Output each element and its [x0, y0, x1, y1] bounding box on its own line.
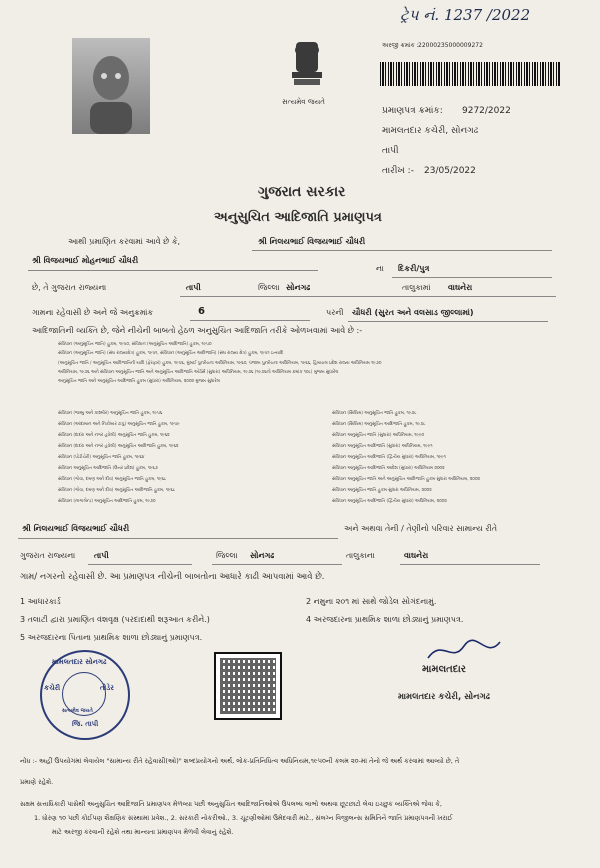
signature	[424, 636, 504, 666]
schedule-line: અનુસૂચિત જાતિ અને અનુસૂચિત આદિજાતિ હુકમ (સુધારા) અધિનિયમ, ૨૦૦૨ મુજબ સુધારેલ	[58, 379, 220, 385]
signatory-title: મામલતદાર	[422, 664, 466, 675]
qr-code	[214, 652, 282, 720]
basis-item-1: 1 આધારકાર્ડ	[20, 597, 61, 606]
village-name: વાઘનેરા	[448, 283, 473, 292]
serial-number: 6	[198, 306, 205, 317]
schedule-right-column	[332, 408, 480, 507]
taluka-label: તાલુકામાં	[402, 283, 431, 292]
emblem-motto: સત્યમેવ જયતે	[282, 98, 325, 106]
district-name: તાપી	[186, 283, 201, 292]
barcode	[380, 62, 560, 86]
family-jilla-line	[212, 564, 342, 565]
applicant-photo-image	[72, 38, 150, 134]
residence-statement: ગામ/ નગરનો રહેવાસી છે. આ પ્રમાણપત્ર નીચેની બાબતોના આધારે કાઢી આપવામાં આવે છે.	[20, 572, 325, 582]
handwritten-reference: ટ્રેપ નં. 1237 /2022	[400, 6, 531, 24]
note-line-4: 1. ધોરણ ૧૦ પછી કોઈપણ શૈક્ષણિક સંસ્થામાં પ્રવેશ., 2. સરકારી નોકરીઓ., 3. ચૂંટણીઓમાં ઉમેદવારી માટે., સંલગ્ન વિજીલન્સ સમિતિને જાતિ પ્રમાણપત્રની ખરાઈ	[34, 814, 453, 822]
note-line-1: નોંધ :- અહીં ઉપયોગમાં લેવાયેલ "સામાન્ય રીતે રહેવાસી(ઓ)" શબ્દપ્રયોગનો અર્થ, લોક-પ્રતિનિધિત્વ અધિનિયમ,૧૯૫૦ની કલમ ૨૦-માં તેનો જે અર્થ કરવામાં આવ્યો છે, તે	[20, 757, 460, 765]
note-line-2: પ્રમાણે રહેશે.	[20, 778, 54, 786]
serial-prefix: ગામના રહેવાસી છે અને જે અનુક્રમાંક	[32, 308, 154, 317]
jilla-name: સોનગઢ	[286, 283, 311, 292]
identification-statement: આદિજાતિની વ્યક્તિ છે, જેને નીચેની બાબતો હેઠળ અનુસુચિત આદિજાતિ તરીકે ઓળખવામાં આવે છે :-	[32, 326, 363, 335]
certificate-number-label: પ્રમાણપત્ર ક્રમાંક:	[382, 106, 443, 116]
family-state-label: ગુજરાત રાજ્યના	[20, 551, 76, 560]
basis-item-4: 4 અરજદારના પ્રાથમિક શાળા છોડ્યાનું પ્રમાણપત્ર.	[306, 615, 464, 624]
holder-name: શ્રી નિલયભાઈ વિજયભાઈ ચૌધરી	[258, 237, 366, 246]
schedule-left-column	[58, 408, 180, 507]
schedule-left-item: સંવિધાન (ગોવા, દમણ અને દીવ) અનુસૂચિત આદિજાતિ હુકમ, ૧૯૬૮	[58, 488, 176, 493]
family-name-line	[18, 538, 338, 539]
holder-name-line	[252, 250, 552, 251]
schedule-left-item: સંવિધાન (પોંડીચેરી) અનુસૂચિત જાતિ હુકમ, ૧૯૬૪	[58, 455, 145, 460]
seal-bottom-text: જિ. તાપી	[72, 720, 99, 728]
schedule-right-item: સંવિધાન (સિક્કિમ) અનુસૂચિત જાતિ હુકમ, ૧૯૭૮	[332, 411, 417, 416]
schedule-right-item: સંવિધાન અનુસૂચિત આદિજાતિ આદેશ (સુધારા) અધિનિયમ ૨૦૦૨	[332, 466, 445, 471]
basis-item-5: 5 અરજદારના પિતાના પ્રાથમિક શાળા છોડ્યાનું પ્રમાણપત્ર.	[20, 633, 203, 642]
schedule-line: (અનુસૂચિત જાતિ / અનુસૂચિત આદિજાતિની યાદિ (ફેરફાર) હુકમ, ૧૯૫૬, મુંબઈ પુનર્રચના અધિનિયમ, ૧૯૬૦, પંજાબ પુનર્રચના અધિનિયમ, ૧૯૬૬, હિમાચલ પ્રદેશ રાજ્ય અધિનિયમ ૧૯૭૦	[58, 360, 382, 366]
schedule-right-item: સંવિધાન અનુસૂચિત જાતિ અને અનુસૂચિત આદિજાતિ હુકમ સુધારા અધિનિયમ, ૨૦૦૨	[332, 477, 480, 482]
address-line	[180, 296, 556, 297]
schedule-left-item: સંવિધાન (જમ્મુ અને કાશ્મીર) અનુસૂચિત જાતિ હુકમ, ૧૯૫૬	[58, 411, 163, 416]
schedule-left-item: સંવિધાન અનુસૂચિત આદિજાતિ (ઉત્તર પ્રદેશ) હુકમ, ૧૯૬૭	[58, 466, 158, 471]
relation: દિકરી/પુત્ર	[398, 264, 430, 273]
certificate-number: 9272/2022	[462, 106, 511, 116]
note-line-3: સક્ષમ સત્તાધિકારી પાસેથી અનુસુચિત આદિજાતિ પ્રમાણપત્ર મેળવ્યા પછી અનુસુચિત આદિજાતિઓએ ઉપલબ્ધ લાભો અથવા છૂટછાટો લેવા ઇચ્છુક વ્યક્તિએ જેવા કે,	[20, 800, 442, 808]
family-district-line	[88, 564, 192, 565]
schedule-line: સંવિધાન (અનુસૂચિત જાતિ) હુકમ, ૧૯૫૦, સંવિધાન (અનુસૂચિત આદિજાતિ) હુકમ, ૧૯૫૦	[58, 342, 212, 347]
schedule-right-item: સંવિધાન અનુસૂચિત જાતિ (સુધારા) અધિનિયમ, ૧૯૯૦	[332, 433, 425, 438]
schedule-right-item: સંવિધાન અનુસૂચિત જાતિ હુકમ સુધારા અધિનિયમ, ૨૦૦૨	[332, 488, 432, 493]
family-holder-name: શ્રી નિલયભાઈ વિજયભાઈ ચૌધરી	[22, 524, 130, 533]
date-label: તારીખ :-	[382, 166, 414, 176]
tribe-name: ચૌધરી (સુરત અને વલસાડ જીલ્લામાં)	[352, 308, 474, 317]
family-jilla: સોનગઢ	[250, 551, 275, 560]
schedule-list	[58, 340, 381, 386]
certify-prefix: આથી પ્રમાણિત કરવામાં આવે છે કે,	[68, 237, 181, 246]
state-prefix: છે, તે ગુજરાત રાજ્યના	[32, 283, 107, 292]
serial-line	[190, 320, 310, 321]
relation-line	[392, 277, 552, 278]
request-number-label: અરજી ક્રમાંક :	[382, 42, 419, 49]
schedule-line: સંવિધાન (અનુસૂચિત જાતિ) (સંઘ રાજ્યક્ષેત્ર) હુકમ, ૧૯૫૧, સંવિધાન (અનુસૂચિત આદિજાતિ) (સંઘ રાજ્ય ક્ષેત્ર) હુકમ, ૧૯૫૧ ઇત્યાદિ	[58, 351, 284, 357]
tribe-line	[348, 321, 548, 322]
basis-item-2: 2 નમુના ૨૦૧ માં સાથે જોડેલ સોગંદનામું.	[306, 597, 437, 606]
family-district: તાપી	[94, 551, 109, 560]
basis-item-3: 3 તલાટી દ્વારા પ્રમાણિત વંશવૃક્ષ (પરદાદાથી શરૂઆત કરીને.)	[20, 615, 210, 624]
jilla-label: જિલ્લા	[258, 283, 280, 292]
father-name-line	[28, 270, 318, 271]
schedule-right-item: સંવિધાન અનુસૂચિત આદિજાતિ (દ્વિતીય સુધારા) અધિનિયમ, ૨૦૦૨	[332, 499, 447, 504]
applicant-photo	[72, 38, 150, 134]
request-number: 22000235000009272	[418, 42, 483, 49]
seal-center-text: સત્યમેવ જયતે	[62, 708, 93, 714]
schedule-left-item: સંવિધાન (દાદરા અને નગર હવેલી) અનુસૂચિત જાતિ હુકમ, ૧૯૬૨	[58, 433, 170, 438]
seal-left-text: કચેરી	[44, 684, 61, 692]
family-taluka-label: તાલુકાના	[346, 551, 375, 560]
issuing-office: મામલતદાર કચેરી, સોનગઢ	[382, 126, 479, 136]
schedule-left-item: સંવિધાન (દાદરા અને નગર હવેલી) અનુસૂચિત આદિજાતિ હુકમ, ૧૯૬૨	[58, 444, 179, 449]
serial-suffix: પરની	[326, 308, 344, 317]
family-suffix: અને અથવા તેની / તેણીનો પરિવાર સામાન્ય રીતે	[344, 524, 498, 533]
schedule-left-item: સંવિધાન (ગોવા, દમણ અને દીવ) અનુસૂચિત જાતિ હુકમ, ૧૯૬૮	[58, 477, 167, 482]
schedule-left-item: સંવિધાન (આંદામાન અને નિકોબાર ટાપુ) અનુસૂચિત જાતિ હુકમ, ૧૯૫૯	[58, 422, 180, 427]
family-village: વાઘનેરા	[404, 551, 429, 560]
office-seal	[40, 650, 130, 740]
father-name: શ્રી વિજયભાઈ મોહનભાઈ ચૌધરી	[32, 256, 139, 265]
family-jilla-label: જિલ્લા	[216, 551, 238, 560]
schedule-right-item: સંવિધાન અનુસૂચિત આદિજાતિ (સુધારા) અધિનિયમ, ૧૯૯૧	[332, 444, 433, 449]
signatory-office: મામલતદાર કચેરી, સોનગઢ	[398, 692, 490, 702]
schedule-right-item: સંવિધાન (સિક્કિમ) અનુસૂચિત આદિજાતિ હુકમ, ૧૯૭૮	[332, 422, 426, 427]
note-line-5: માટે અરજી કરવાની રહેશે તથા માન્યતા પ્રમાણપત્ર મેળવી લેવાનું રહેશે.	[52, 828, 234, 836]
schedule-line: અધિનિયમ, ૧૯૭૬ અને સંવિધાન અનુસૂચિત જાતિ અને અનુસૂચિત આદિજાતિ ઓર્ડર્સ (સુધારા) અધિનિયમ, ૧૯૭૬ (૧૯૭૬નો અધિનિયમ ક્રમાંક ૧૦૮) મુજબ સુધારેલ	[58, 369, 339, 375]
issue-date: 23/05/2022	[424, 166, 476, 176]
certificate-title: અનુસુચિત આદિજાતિ પ્રમાણપત્ર	[214, 210, 382, 225]
relation-label: ના	[376, 264, 384, 273]
schedule-left-item: સંવિધાન (નાગાલેન્ડ) અનુસૂચિત આદિજાતિ હુકમ, ૧૯૭૦	[58, 499, 156, 504]
national-emblem-icon	[282, 36, 332, 98]
government-title: ગુજરાત સરકાર	[258, 184, 346, 200]
family-village-line	[400, 564, 540, 565]
seal-right-text: તોડેર	[100, 684, 114, 692]
schedule-right-item: સંવિધાન અનુસૂચિત આદિજાતિ (દ્વિતીય સુધારા) અધિનિયમ, ૧૯૯૧	[332, 455, 446, 460]
issuing-district: તાપી	[382, 146, 399, 156]
seal-top-text: મામલતદાર સોનગઢ	[52, 658, 107, 666]
